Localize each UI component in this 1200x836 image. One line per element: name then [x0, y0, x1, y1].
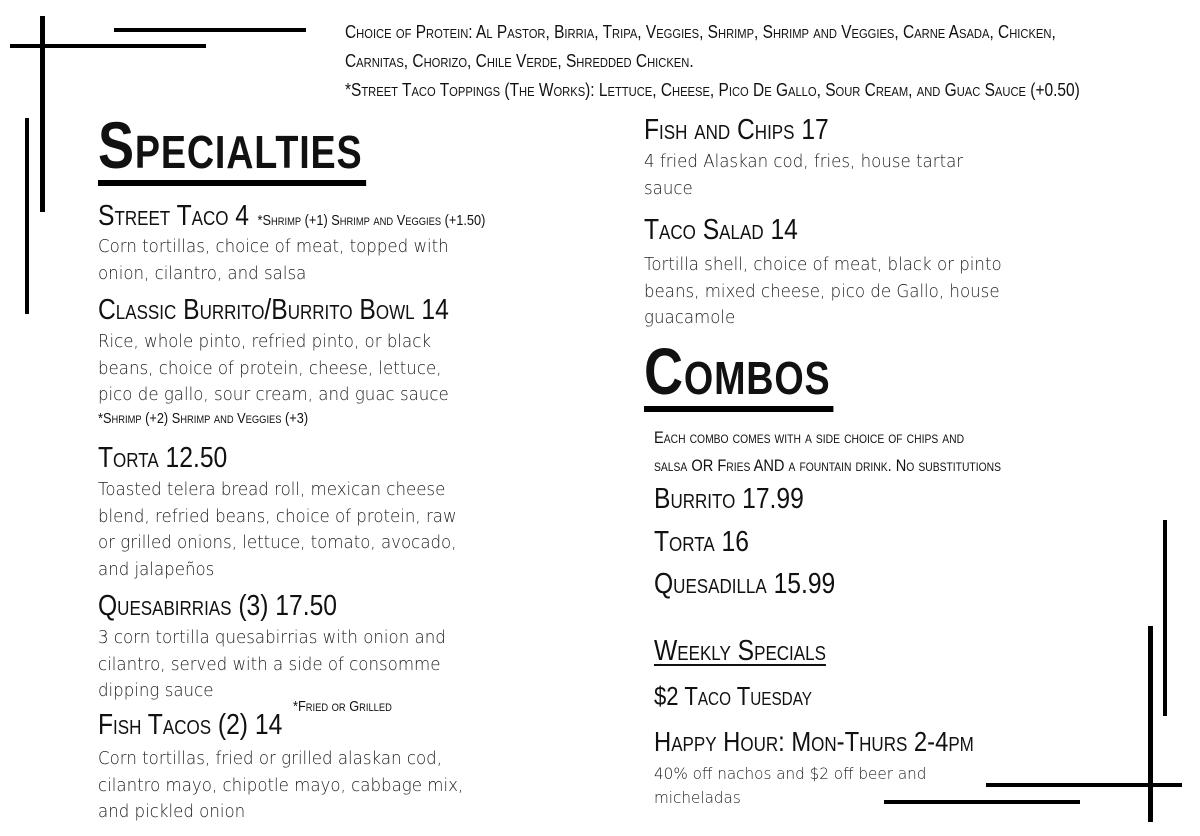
weekly-specials-title: Weekly Specials — [654, 635, 826, 667]
fish-tacos-title: Fish Tacos (2) 14 — [98, 709, 283, 741]
protein-choices — [345, 18, 1080, 105]
quesabirrias-desc: 3 corn tortilla quesabirrias with onion and cilantro, served with a side of consomme dipping sauce — [98, 628, 446, 701]
taco-salad-title: Taco Salad 14 — [644, 214, 798, 246]
burrito-note: *Shrimp (+2) Shrimp and Veggies (+3) — [98, 410, 309, 427]
street-taco-desc: Corn tortillas, choice of meat, topped with onion, cilantro, and salsa — [98, 237, 449, 284]
decor-line-bottom-right-vertical — [1163, 520, 1167, 716]
combo-intro — [654, 424, 1001, 480]
combo-torta: Torta 16 — [654, 526, 749, 558]
specialties-title: Specialties — [98, 110, 366, 186]
combos-title: Combos — [644, 336, 834, 412]
fish-tacos-note: *Fried or Grilled — [293, 698, 392, 715]
combo-intro-line-1: Each combo comes with a side choice of chips and — [654, 428, 965, 447]
combo-burrito: Burrito 17.99 — [654, 483, 804, 515]
decor-line-bottom-right-vertical-2 — [1148, 626, 1153, 822]
decor-line-left-vertical — [25, 118, 29, 314]
combo-intro-line-2: salsa OR Fries AND a fountain drink. No substitutions — [654, 456, 1001, 475]
decor-line-top-long — [10, 44, 206, 48]
taco-salad-desc: Tortilla shell, choice of meat, black or pinto beans, mixed cheese, pico de Gallo, house guacamole — [644, 255, 1002, 328]
protein-line-2: Carnitas, Chorizo, Chile Verde, Shredded Chicken. — [345, 51, 694, 71]
burrito-title: Classic Burrito/Burrito Bowl 14 — [98, 294, 449, 326]
combo-quesadilla: Quesadilla 15.99 — [654, 568, 836, 600]
burrito-desc: Rice, whole pinto, refried pinto, or black beans, choice of protein, cheese, lettuce, pico de gallo, sour cream, and guac sauce — [98, 332, 449, 405]
street-taco-title — [98, 199, 485, 238]
toppings-line: *Street Taco Toppings (The Works): Lettuce, Cheese, Pico De Gallo, Sour Cream, and Guac Sauce (+0.50) — [345, 80, 1080, 100]
street-taco-name: Street Taco 4 — [98, 200, 250, 232]
happy-hour-desc: 40% off nachos and $2 off beer and micheladas — [654, 764, 927, 807]
decor-line-bottom-long — [986, 783, 1182, 787]
quesabirrias-title: Quesabirrias (3) 17.50 — [98, 590, 337, 622]
decor-line-top-short — [114, 28, 306, 32]
happy-hour-title: Happy Hour: Mon-Thurs 2-4pm — [654, 726, 974, 757]
torta-desc: Toasted telera bread roll, mexican cheese blend, refried beans, choice of protein, raw or grilled onions, lettuce, tomato, avocado, and jalapeños — [98, 480, 457, 580]
protein-line-1: Choice of Protein: Al Pastor, Birria, Tripa, Veggies, Shrimp, Shrimp and Veggies, Carne Asada, Chicken, — [345, 22, 1056, 42]
taco-tuesday: $2 Taco Tuesday — [654, 681, 813, 711]
fish-chips-title: Fish and Chips 17 — [644, 114, 829, 146]
torta-title: Torta 12.50 — [98, 442, 228, 474]
fish-chips-desc: 4 fried Alaskan cod, fries, house tartar sauce — [644, 152, 964, 199]
street-taco-note: *Shrimp (+1) Shrimp and Veggies (+1.50) — [257, 212, 486, 229]
fish-tacos-desc: Corn tortillas, fried or grilled alaskan cod, cilantro mayo, chipotle mayo, cabbage mix, and pickled onion — [98, 749, 464, 822]
